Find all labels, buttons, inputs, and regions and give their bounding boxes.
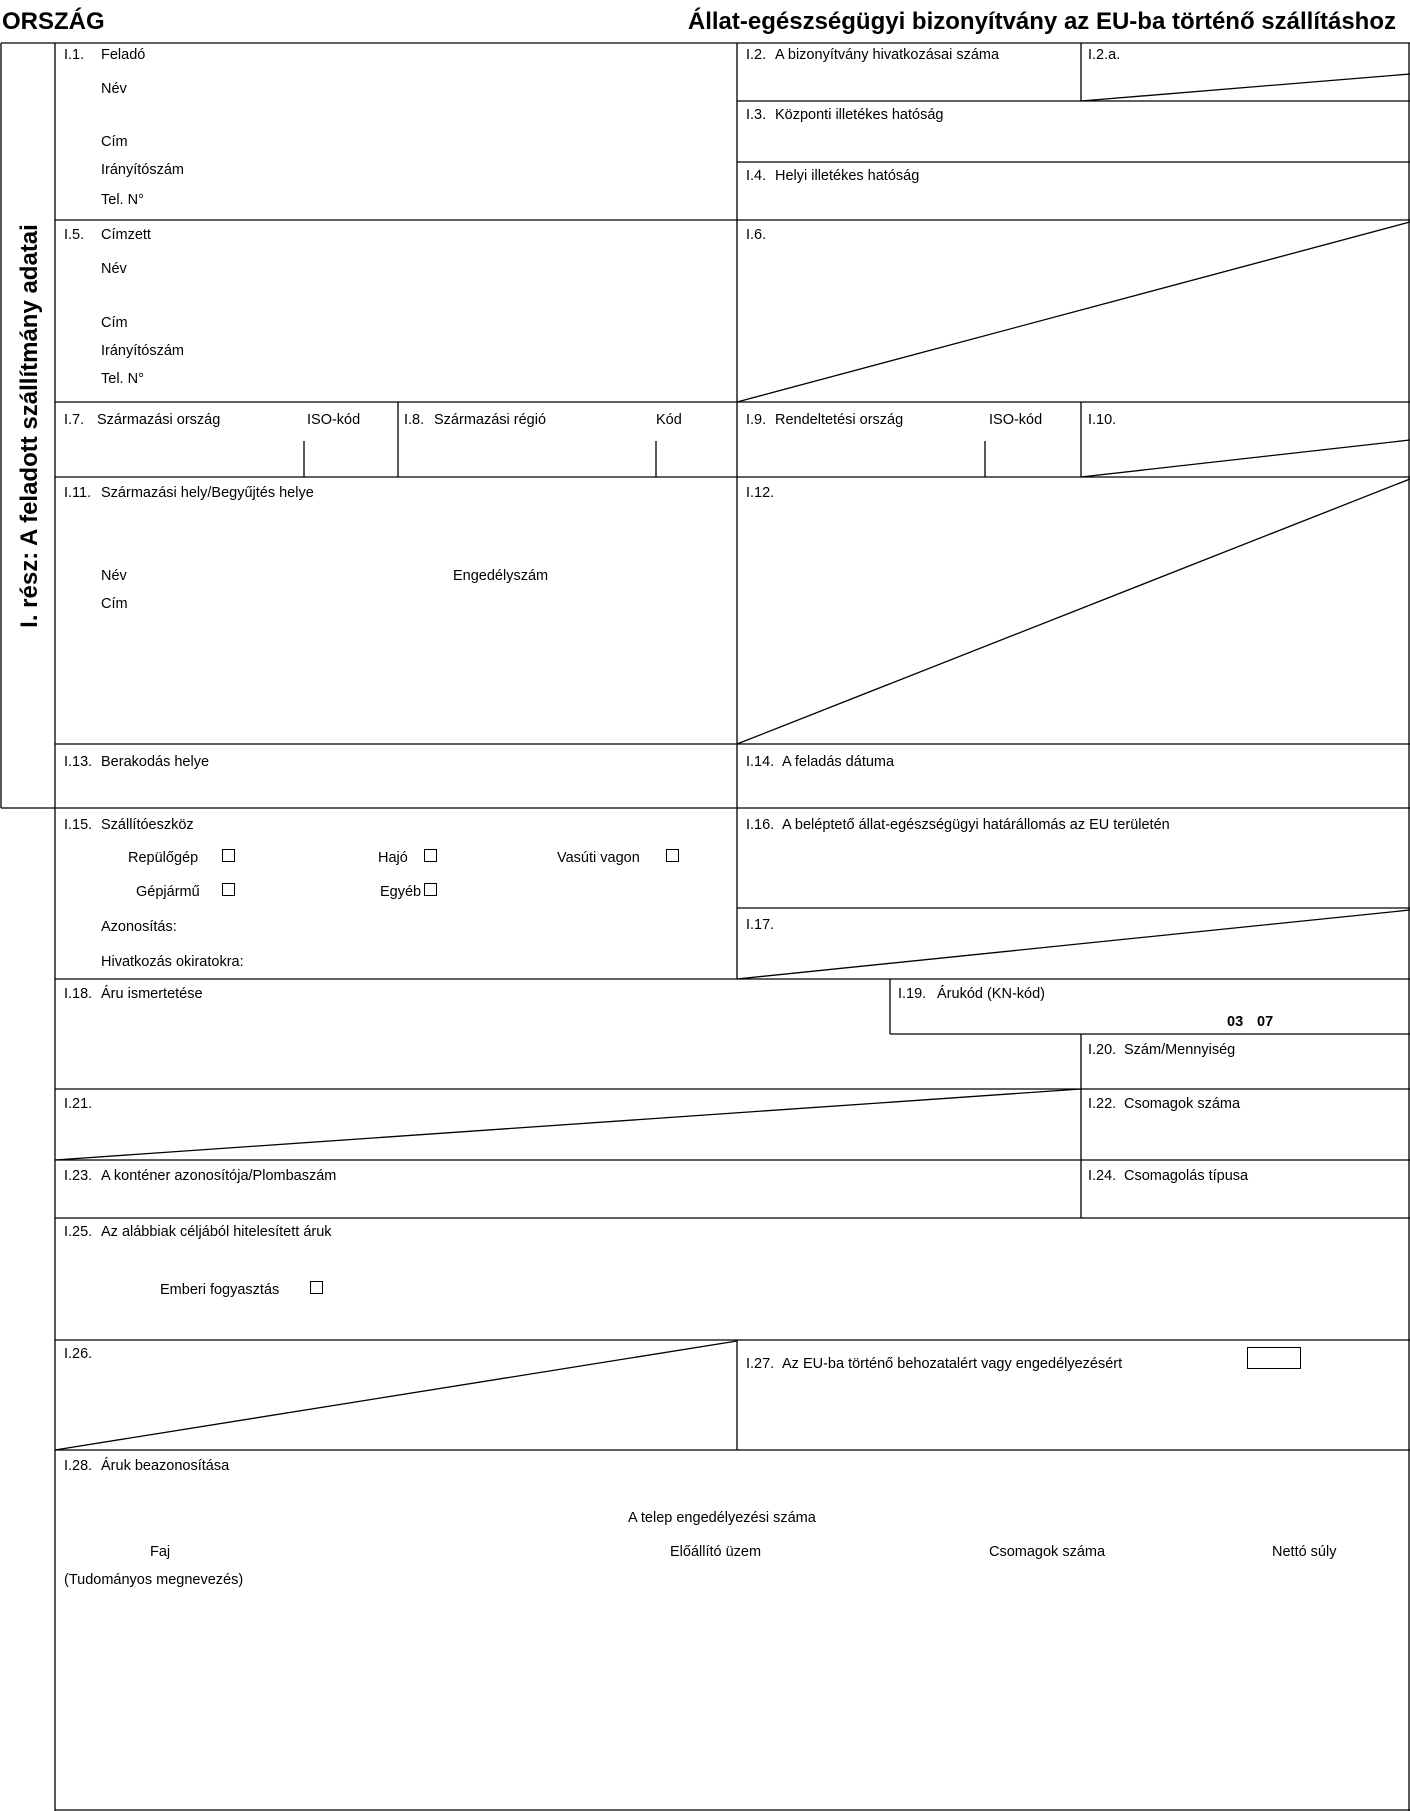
i17-label: I.17.: [746, 917, 775, 933]
i10-label: I.10.: [1088, 412, 1117, 428]
i28-approval-number-header: A telep engedélyezési száma: [628, 1510, 816, 1526]
import-admission-checkbox[interactable]: [1247, 1347, 1301, 1369]
i5-postcode-field[interactable]: Irányítószám: [101, 343, 184, 359]
i7-label: I.7.: [64, 412, 85, 428]
i15-vehicle-label: Gépjármű: [136, 884, 200, 900]
part-one-side-label: [6, 44, 54, 807]
i2a-label: I.2.a.: [1088, 47, 1121, 63]
i19-code-part2[interactable]: 07: [1257, 1014, 1274, 1030]
i4-label: I.4.: [746, 168, 767, 184]
i19-label: I.19.: [898, 986, 927, 1002]
i20-label: I.20.: [1088, 1042, 1117, 1058]
i15-rail-label: Vasúti vagon: [557, 850, 640, 866]
human-consumption-checkbox[interactable]: [310, 1281, 323, 1294]
i1-label: I.1.: [64, 47, 85, 63]
i24-type-of-packaging[interactable]: Csomagolás típusa: [1124, 1168, 1249, 1184]
i9-iso-code[interactable]: ISO-kód: [989, 412, 1043, 428]
i16-label: I.16.: [746, 817, 775, 833]
country-heading: ORSZÁG: [2, 8, 105, 35]
i11-place-of-origin: Származási hely/Begyűjtés helye: [101, 485, 314, 501]
i19-code-part1[interactable]: 03: [1227, 1014, 1244, 1030]
i28-species-header: Faj: [150, 1544, 171, 1560]
i25-human-consumption-label: Emberi fogyasztás: [160, 1282, 280, 1298]
i13-place-of-loading[interactable]: Berakodás helye: [101, 754, 210, 770]
i25-label: I.25.: [64, 1224, 93, 1240]
i8-code[interactable]: Kód: [656, 412, 682, 428]
i11-address-field[interactable]: Cím: [101, 596, 128, 612]
i1-name-field[interactable]: Név: [101, 81, 127, 97]
i2-reference-title[interactable]: A bizonyítvány hivatkozásai száma: [775, 47, 1000, 63]
i1-address-field[interactable]: Cím: [101, 134, 128, 150]
i11-name-field[interactable]: Név: [101, 568, 127, 584]
i3-label: I.3.: [746, 107, 767, 123]
i22-label: I.22.: [1088, 1096, 1117, 1112]
ship-checkbox[interactable]: [424, 849, 437, 862]
i15-label: I.15.: [64, 817, 93, 833]
i1-consignor-title: Feladó: [101, 47, 146, 63]
i7-country-origin[interactable]: Származási ország: [97, 412, 221, 428]
i2-label: I.2.: [746, 47, 767, 63]
i28-manufacturing-plant-header: Előállító üzem: [670, 1544, 762, 1560]
i11-permit-number[interactable]: Engedélyszám: [453, 568, 549, 584]
i24-label: I.24.: [1088, 1168, 1117, 1184]
i3-central-authority[interactable]: Központi illetékes hatóság: [775, 107, 944, 123]
i18-label: I.18.: [64, 986, 93, 1002]
i15-other-label: Egyéb: [380, 884, 422, 900]
i20-quantity[interactable]: Szám/Mennyiség: [1124, 1042, 1236, 1058]
i19-commodity-code-title: Árukód (KN-kód): [937, 986, 1045, 1002]
i1-tel-field[interactable]: Tel. N°: [101, 192, 144, 208]
certificate-title: Állat-egészségügyi bizonyítvány az EU-ba történő szállításhoz: [687, 8, 1396, 35]
i21-label: I.21.: [64, 1096, 93, 1112]
i23-label: I.23.: [64, 1168, 93, 1184]
i27-import-admission: Az EU-ba történő behozatalért vagy engedélyezésért: [782, 1356, 1123, 1372]
i16-border-inspection-post[interactable]: A beléptető állat-egészségügyi határállomás az EU területén: [782, 817, 1170, 833]
i5-tel-field[interactable]: Tel. N°: [101, 371, 144, 387]
i28-label: I.28.: [64, 1458, 93, 1474]
i23-container-seal-number[interactable]: A konténer azonosítója/Plombaszám: [101, 1168, 337, 1184]
i28-number-of-packages-header: Csomagok száma: [989, 1544, 1106, 1560]
side-label-text: I. rész: A feladott szállítmány adatai: [16, 223, 43, 628]
i6-label: I.6.: [746, 227, 767, 243]
i28-net-weight-header: Nettó súly: [1272, 1544, 1337, 1560]
i5-name-field[interactable]: Név: [101, 261, 127, 277]
i9-country-destination[interactable]: Rendeltetési ország: [775, 412, 904, 428]
i27-label: I.27.: [746, 1356, 775, 1372]
plane-checkbox[interactable]: [222, 849, 235, 862]
i26-label: I.26.: [64, 1346, 93, 1362]
i14-label: I.14.: [746, 754, 775, 770]
i15-transport-title: Szállítóeszköz: [101, 817, 194, 833]
i5-consignee-title: Címzett: [101, 227, 151, 243]
i8-label: I.8.: [404, 412, 425, 428]
i15-plane-label: Repülőgép: [128, 850, 199, 866]
i4-local-authority[interactable]: Helyi illetékes hatóság: [775, 168, 920, 184]
i28-identification-title: Áruk beazonosítása: [101, 1458, 230, 1474]
i14-date-of-departure[interactable]: A feladás dátuma: [782, 754, 895, 770]
rail-wagon-checkbox[interactable]: [666, 849, 679, 862]
i1-postcode-field[interactable]: Irányítószám: [101, 162, 184, 178]
i25-certified-as-title: Az alábbiak céljából hitelesített áruk: [101, 1224, 332, 1240]
vehicle-checkbox[interactable]: [222, 883, 235, 896]
i22-number-of-packages[interactable]: Csomagok száma: [1124, 1096, 1241, 1112]
i15-identification-field[interactable]: Azonosítás:: [101, 919, 177, 935]
i15-documentary-references[interactable]: Hivatkozás okiratokra:: [101, 954, 244, 970]
i13-label: I.13.: [64, 754, 93, 770]
i7-iso-code[interactable]: ISO-kód: [307, 412, 361, 428]
i28-scientific-name-header: (Tudományos megnevezés): [64, 1572, 244, 1588]
i11-label: I.11.: [64, 485, 92, 501]
i9-label: I.9.: [746, 412, 767, 428]
i5-label: I.5.: [64, 227, 85, 243]
other-checkbox[interactable]: [424, 883, 437, 896]
i12-label: I.12.: [746, 485, 775, 501]
i18-description-of-goods[interactable]: Áru ismertetése: [101, 986, 203, 1002]
i5-address-field[interactable]: Cím: [101, 315, 128, 331]
i15-ship-label: Hajó: [378, 850, 408, 866]
i8-region-origin[interactable]: Származási régió: [434, 412, 547, 428]
